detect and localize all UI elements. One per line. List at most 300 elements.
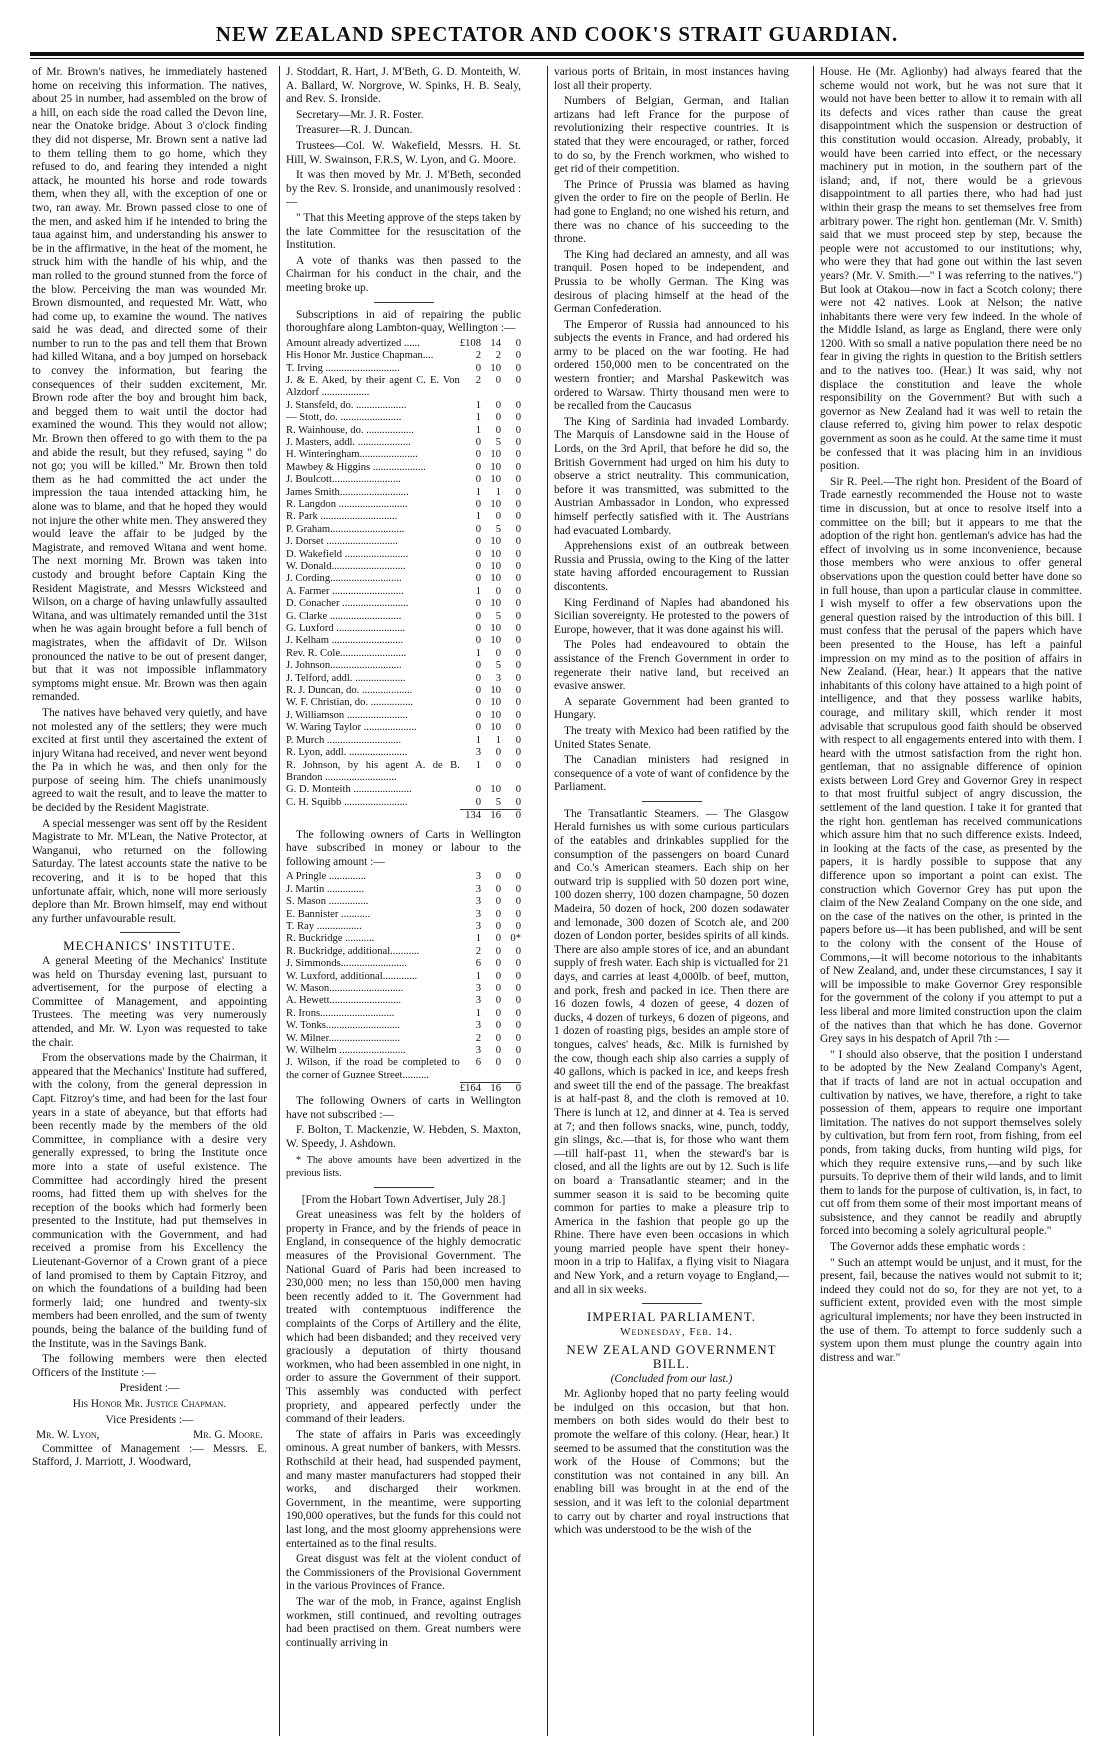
table-row [286, 735, 521, 747]
paragraph: The following Owners of carts in Wellington have not subscribed :— [286, 1095, 521, 1121]
table-cell-amount: 0 [495, 424, 501, 436]
paragraph: House. He (Mr. Aglionby) had always feared that the scheme would not work, but he was not sure that it would not have been better to allow it to remain with all its defects and vices rather than cause the great disappointment which the suspension or destruction of this constitution would occasion. Already, probably, it would have been carried into effect, or the necessary machinery put in motion, in the southern part of the island; and, if not, there would be a grievous disappointment to all parties there, who had had just within their grasp the means to set themselves free from arbitrary power. The right hon. gentleman (Mr. V. Smith) said that we must proceed step by step, because the people were not accustomed to our institutions; why, who were they that had gone out within the last seven years? (Mr. V. Smith.—" I was referring to the natives.") But look at Otakou—now in fact a Scotch colony; there were not 42 natives. Look at Nelson; the native inhabitants there were very few indeed. In the whole of the Middle Island, as large as England, there were only 1200. With so small a native population there need be no fear in giving the rights in question to the British settlers and to the natives too. (Hear.) It was said, why not displace the constitution and leave the whole responsibility on the Government? But with such a governor as New Zealand had it was well to retain the clause referred to, giving him power to relax despotic government as soon as he could. At the same time it must be confessed that it was placing him in an invidious position. [820, 66, 1082, 473]
table-cell-amount: 1 [475, 1007, 481, 1019]
section-heading: IMPERIAL PARLIAMENT. [586, 1309, 757, 1325]
table-cell-amount: 0 [515, 523, 521, 535]
table-cell-amount: 1 [475, 486, 481, 498]
table-cell-name: R. J. Duncan, do. ................... [286, 685, 413, 697]
paragraph: " Such an attempt would be unjust, and it must, for the present, fail, because the natives would not submit to it; indeed they could not do so, for they are not yet, to a sufficient extent, provided even with the most simple agricultural implements; nor have they been instructed in the use of them. To attempt to force suddenly such a system upon them must plunge the country again into distress and war." [820, 1256, 1082, 1364]
table-cell-amount: 0 [515, 945, 521, 957]
column-2 [286, 66, 521, 1736]
table-row [286, 1008, 521, 1020]
paragraph: The Canadian ministers had resigned in consequence of a vote of want of confidence by the Parliament. [554, 754, 789, 794]
paragraph: Subscriptions in aid of repairing the public thoroughfare along Lambton-quay, Wellington :— [286, 308, 521, 335]
table-cell-name: Rev. R. Cole......................... [286, 647, 407, 659]
table-cell-name: W. Wilhelm ......................... [286, 1045, 406, 1056]
table-cell-amount: 0* [510, 933, 521, 945]
table-row [286, 462, 521, 474]
table-cell-amount: 2 [495, 350, 501, 362]
table-cell-name: P. Graham............................ [286, 523, 405, 535]
paragraph: Great uneasiness was felt by the holders of property in France, and by the friends of peace in England, in consequence of the highly democratic measures of the Provisional Government. The National Guard of Paris had been increased to 230,000 men; no less than 150,000 men having been recently added to it. The Government had treated with contemptuous indifference the complaints of the Corps of Artillery and the élite, which had been disbanded; and they received very graciously a deputation of thirty thousand workmen, who had been assembled in one night, in order to assure the Government of their support. This assembly was conducted with perfect propriety, and appeared perfectly under the command of their leaders. [286, 1209, 521, 1426]
table-cell-amount: 0 [475, 436, 481, 448]
table-cell-amount: 1 [475, 585, 481, 597]
masthead-rule-thin [30, 58, 1084, 59]
table-cell-name: J. Kelham ........................... [286, 635, 404, 647]
masthead-rule-heavy [30, 52, 1084, 56]
table-cell-amount: 0 [515, 871, 521, 883]
paragraph: Mr. Aglionby hoped that no party feeling would be indulged on this occasion, but that hon. members on both sides would do their best to promote the welfare of this colony. (Hear, hear.) It seemed to be assumed that the constitution was the work of the House of Commons; but the constitution was not contained in any bill. An enabling bill was brought in at the end of the session, and it was left to the colonial department to carry out by charter and royal instructions that which was understood to be the wish of the [554, 1388, 789, 1537]
section-heading: NEW ZEALAND GOVERNMENT BILL. [566, 1342, 777, 1372]
vp-name: Mr. G. Moore. [193, 1429, 263, 1442]
table-cell-name: W. Milner........................... [286, 1032, 401, 1044]
divider [642, 801, 702, 802]
table-cell-name: T. Irving ............................ [286, 362, 400, 374]
table-row [286, 400, 521, 412]
table-row [286, 487, 521, 499]
table-cell-name: W. Donald............................ [286, 561, 406, 572]
table-cell-amount: 1 [475, 511, 481, 523]
table-cell-amount: 10 [490, 449, 501, 461]
table-cell-amount: 3 [495, 672, 501, 684]
table-cell-name: J. Boulcott.......................... [286, 474, 401, 486]
table-cell-name: — Stott, do. ....................... [286, 412, 402, 424]
paragraph: A general Meeting of the Mechanics' Institute was held on Thursday evening last, pursuant to advertisement, for the purpose of electing a Committee of Management, and appointing Trustees. The meeting was very numerously attended, and Mr. W. Lyon was requested to take the chair. [32, 955, 267, 1049]
table-cell-amount: 10 [490, 536, 501, 548]
table-cell-amount: 0 [495, 1007, 501, 1019]
table-cell-amount: 0 [515, 1007, 521, 1019]
table-cell-amount: 0 [475, 672, 481, 684]
table-row [286, 871, 521, 883]
column-4 [820, 66, 1082, 1736]
paragraph: The Prince of Prussia was blamed as having given the order to fire on the people of Berlin. He had gone to England; no one wished his return, and there was no chance of his succeeding to the throne. [554, 178, 789, 246]
table-row [286, 449, 521, 461]
divider [120, 932, 180, 933]
table-cell-amount: 3 [475, 896, 481, 908]
table-cell-amount: 0 [515, 896, 521, 908]
carts-table [286, 871, 521, 1095]
table-cell-name: E. Bannister ........... [286, 908, 371, 920]
table-cell-amount: 3 [475, 747, 481, 759]
table-cell-amount: 6 [475, 1057, 481, 1069]
vp-row [32, 1429, 267, 1443]
table-row [286, 648, 521, 660]
paragraph: It was then moved by Mr. J. M'Beth, seconded by the Rev. S. Ironside, and unanimously resolved :— [286, 169, 521, 209]
paragraph: A special messenger was sent off by the Resident Magistrate to Mr. M'Lean, the Native Protector, at Wanganui, who returned on the following Saturday. The latest accounts state the native to be recovering, and it is to be hoped that this unfortunate affair, which, none will more seriously deplore than Mr. Brown himself, may end without any further unfavourable result. [32, 817, 267, 925]
table-cell-amount: 0 [515, 1057, 521, 1069]
table-row [286, 909, 521, 921]
table-cell-amount: 2 [475, 374, 481, 386]
table-cell-amount: 0 [475, 635, 481, 647]
table-cell-amount: 3 [475, 871, 481, 883]
table-cell-amount: 0 [515, 610, 521, 622]
paragraph: The state of affairs in Paris was exceedingly ominous. A great number of bankers, with Messrs. Rothschild at their head, had suspended payment, and many master manufacturers had stopped their works, and discharged their workmen. Government, in the meantime, were supporting 190,000 operatives, but the funds for this could not last long, and the most gloomy apprehensions were entertained as to the final results. [286, 1428, 521, 1550]
paragraph: A separate Government had been granted to Hungary. [554, 695, 789, 722]
table-row [286, 660, 521, 672]
table-cell-amount: 0 [495, 511, 501, 523]
table-cell-amount: 0 [475, 709, 481, 721]
table-cell-amount: 10 [490, 635, 501, 647]
table-row [286, 946, 521, 958]
table-cell-amount: 0 [475, 498, 481, 510]
table-cell-amount: 1 [475, 734, 481, 746]
table-cell-amount: 0 [495, 896, 501, 908]
table-cell-amount: 3 [475, 1045, 481, 1056]
table-cell-amount: 0 [495, 970, 501, 982]
column-divider [813, 66, 814, 1736]
table-row [286, 412, 521, 424]
table-cell-amount: 3 [475, 920, 481, 932]
table-row [286, 573, 521, 585]
table-cell-amount: 0 [515, 709, 521, 721]
table-cell-name: R. Buckridge ........... [286, 933, 375, 945]
divider [374, 302, 434, 303]
table-cell-amount: 0 [515, 486, 521, 498]
paragraph: King Ferdinand of Naples had abandoned his Sicilian sovereignty. He protested to the powers of Europe, however, that it was done against his will. [554, 596, 789, 636]
table-cell-amount: 0 [515, 672, 521, 684]
table-cell-amount: 0 [495, 585, 501, 597]
table-cell-amount: 10 [490, 722, 501, 734]
table-cell-amount: 5 [495, 796, 501, 808]
paragraph: Apprehensions exist of an outbreak between Russia and Prussia, owing to the King of the latter state having afforded encouragement to Russian discontents. [554, 540, 789, 593]
table-cell-amount: 0 [515, 920, 521, 932]
table-cell-amount: 0 [515, 412, 521, 424]
table-cell-amount: 0 [515, 734, 521, 746]
table-row [286, 363, 521, 375]
table-cell-amount: 10 [490, 474, 501, 486]
table-row [286, 1057, 521, 1082]
table-row [286, 350, 521, 362]
table-cell-amount: 2 [475, 1032, 481, 1044]
table-row [286, 635, 521, 647]
table-cell-amount: 0 [515, 982, 521, 994]
table-cell-name: J. Wilson, if the road be completed to the corner of Guznee Street.......... [286, 1057, 460, 1081]
table-cell-amount: 10 [490, 561, 501, 572]
table-row [286, 611, 521, 623]
table-cell-amount: 0 [515, 598, 521, 610]
table-cell-name: G. Clarke ........................... [286, 610, 402, 622]
paragraph: The Emperor of Russia had announced to his subjects the events in France, and had ordered his army to be placed on the war footing. He had ordered 150,000 men to be concentrated on the western frontier; and Marshal Paskewitch was ordered to Warsaw. Thirty thousand men were to be recalled from the Caucasus [554, 318, 789, 413]
table-cell-amount: 0 [475, 660, 481, 672]
table-cell-amount: 0 [515, 685, 521, 697]
table-cell-total: £164 [459, 1082, 481, 1094]
column-3 [554, 66, 789, 1736]
table-cell-amount: 0 [475, 474, 481, 486]
table-cell-amount: 3 [475, 982, 481, 994]
subheading: (Concluded from our last.) [610, 1372, 733, 1385]
table-cell-name: T. Ray ................. [286, 920, 362, 932]
table-cell-amount: 0 [475, 685, 481, 697]
table-row [286, 784, 521, 796]
table-total-row [286, 810, 521, 823]
table-cell-amount: 0 [515, 647, 521, 659]
table-cell-amount: 0 [495, 412, 501, 424]
table-cell-amount: 0 [475, 523, 481, 535]
table-cell-amount: 10 [490, 461, 501, 473]
table-cell-name: J. Telford, addl. ................... [286, 672, 406, 684]
table-row [286, 499, 521, 511]
table-cell-amount: 0 [515, 759, 521, 771]
table-row [286, 971, 521, 983]
table-cell-amount: 1 [475, 647, 481, 659]
table-cell-amount: 2 [475, 350, 481, 362]
table-cell-amount: 0 [475, 461, 481, 473]
table-cell-name: His Honor Mr. Justice Chapman.... [286, 350, 434, 362]
table-cell-amount: 10 [490, 573, 501, 585]
table-row [286, 1045, 521, 1057]
table-cell-amount: 10 [490, 598, 501, 610]
divider [642, 1303, 702, 1304]
table-cell-name: James Smith.......................... [286, 486, 409, 498]
table-row [286, 958, 521, 970]
table-cell-amount: 10 [490, 548, 501, 560]
table-cell-amount: 0 [495, 908, 501, 920]
table-cell-amount: 6 [475, 958, 481, 970]
table-cell-amount: 0 [515, 350, 521, 362]
table-cell-name: W. Mason............................ [286, 982, 404, 994]
table-cell-total: 134 [460, 810, 481, 823]
table-cell-total [286, 1082, 460, 1095]
table-cell-amount: 0 [475, 722, 481, 734]
table-cell-amount: 0 [475, 796, 481, 808]
table-cell-total: 0 [501, 810, 521, 823]
table-cell-amount: 0 [495, 883, 501, 895]
table-row [286, 884, 521, 896]
table-cell-amount: 0 [495, 945, 501, 957]
table-cell-amount: 0 [515, 498, 521, 510]
table-cell-amount: 3 [475, 883, 481, 895]
table-cell-amount: 0 [515, 784, 521, 796]
table-cell-name: A Pringle .............. [286, 871, 367, 883]
table-cell-name: G. Luxford .......................... [286, 623, 406, 635]
table-row [286, 697, 521, 709]
table-cell-amount: 1 [475, 970, 481, 982]
table-cell-amount: 0 [495, 1020, 501, 1032]
table-cell-amount: 0 [515, 561, 521, 572]
table-cell-amount: 0 [515, 660, 521, 672]
table-cell-amount: 10 [490, 685, 501, 697]
table-cell-name: P. Murch ............................ [286, 734, 402, 746]
table-cell-name: J. Martin .............. [286, 883, 364, 895]
table-cell-name: R. Buckridge, additional........... [286, 945, 420, 957]
table-row [286, 561, 521, 573]
table-cell-amount: 0 [515, 585, 521, 597]
table-cell-amount: 0 [495, 958, 501, 970]
paragraph: J. Stoddart, R. Hart, J. M'Beth, G. D. Monteith, W. A. Ballard, W. Norgrove, W. Spinks, H. B. Sealy, and Rev. S. Ironside. [286, 66, 521, 106]
table-cell-name: D. Wakefield ........................ [286, 548, 409, 560]
table-cell-amount: 0 [515, 958, 521, 970]
table-cell-amount: 0 [515, 635, 521, 647]
paragraph: The war of the mob, in France, against English workmen, still continued, and revolting outrages had been practised on them. Great numbers were continually arriving in [286, 1595, 521, 1649]
table-cell-amount: 0 [515, 548, 521, 560]
table-row [286, 896, 521, 908]
paragraph: of Mr. Brown's natives, he immediately hastened home on receiving this information. The natives, about 25 in number, had assembled on the brow of a hill, on each side the road called the Devon line, near the Onatoke bridge. About 3 o'clock finding they did not disperse, Mr. Brown sent a native lad to them telling them to go home, which they refused to do, and fearing they intended a night attack, he mounted his horse and rode towards them, when they all, with the exception of one or two, ran away. Mr. Brown passed close to one of the men, and asked him if he intended to bring the taua against him, and understanding his answer to be in the affirmative, in the heat of the moment, he struck him with the handle of his whip, and the man rolled to the ground stunned from the force of the blow. Perceiving the man was wounded Mr. Brown dismounted, and requested Mr. Watt, who had come up, to examine the wound. The natives said he was dead, and directed some of their number to run to the pas and tell them that Brown had killed Witana, and a boy jumped on horseback to convey the information, but fearing the consequences of their sudden excitement, Mr. Brown rode after the boy and brought him back, and begged them to wait until the doctor had examined the wound. This they would not allow; Mr. Brown then offered to go with them to the pa and abide the result, but they refused, saying " do not go; you will be killed." Mr. Brown then told them as he had committed the act under the impression the taua intended attacking him, he alone was to blame, and that he hoped they would not injure the other white men. They answered they would leave the affair to be judged by the Magistrate, and removed Witana and went home. The next morning Mr. Brown was taken into custody and brought before Captain King the Resident Magistrate, and Messrs Wicksteed and Wilson, on a charge of having unlawfully assaulted Witana, and was ultimately remanded until the 31st when he was again brought before a full bench of magistrates, when the affidavit of Dr. Wilson pronounced the native to be out of present danger, but that it was not impossible inflammatory symptoms might ensue. Mr. Brown was then again remanded. [32, 66, 267, 704]
table-cell-amount: 0 [495, 374, 501, 386]
paragraph: Great disgust was felt at the violent conduct of the Commissioners of the Provisional Government in the various Provinces of France. [286, 1553, 521, 1593]
table-cell-name: W. Luxford, additional............. [286, 970, 418, 982]
paragraph: From the observations made by the Chairman, it appeared that the Mechanics' Institute had suffered, with the colony, from the general depression in Capt. Fitzroy's time, and had been for the last four years in a state of abeyance, but that efforts had been recently made by the members of the old Committee, in compliance with a desire very generally expressed, to bring the Institute once more into a state of useful existence. The Committee had accordingly hired the present rooms, had fitted them up with shelves for the reception of the books which had formerly been presented to the Institute, had put themselves in communication with the Government, and had received a promise from his Excellency the Lieutenant-Governor of a Crown grant of a piece of land promised to them by Captain Fitzroy, and on which the foundations of a building had been formerly laid; one hundred and twenty-six members had been enrolled, and the sum of twenty pounds, being the balance of the building fund of the Institute, was in the Savings Bank. [32, 1052, 267, 1350]
table-cell-amount: 0 [495, 1045, 501, 1056]
table-total-row [286, 1082, 521, 1095]
table-cell-name: R. Wainhouse, do. .................. [286, 424, 414, 436]
paragraph: The Governor adds these emphatic words : [830, 1241, 1026, 1254]
table-cell-amount: 0 [475, 784, 481, 796]
paragraph: The treaty with Mexico had been ratified by the United States Senate. [554, 724, 789, 751]
table-cell-name: H. Winteringham...................... [286, 449, 418, 461]
paragraph: Sir R. Peel.—The right hon. President of the Board of Trade earnestly recommended the House not to waste time in discussion, but at once to resolve itself into a committee on the bill; but it appears to me that the adoption of the right hon. gentleman's advice has had the effect of involving us in some inconvenience, because those members who were anxious to offer general observations upon the question could better have done so in full house, than upon a particular clause in committee. I wish myself to offer a few observations upon the general question raised by the introduction of this bill. I must confess that the perusal of the papers which have been presented to the House, has left a painful impression on my mind as to the position of affairs in New Zealand. (Hear, hear.) It appears that the native inhabitants of this colony have attained to a high point of intelligence, and that they possess warlike habits, courage, and military skill, which render it most advisable that scrupulous good faith should be observed with respect to all engagements entered into with them. I heard with the utmost satisfaction from the right hon. gentleman, that no assignable difference of opinion exists between Lord Grey and Governor Grey in respect to that most fruitful subject of angry discussion, the settlement of the land question. I take it for granted that the right hon. gentleman has received communications which assure him that no such difference exists. Indeed, in looking at the facts of the case, as presented by the papers, it is hardly possible to suppose that any difference upon so important a point can exist. The construction which Governor Grey has put upon the claim of the New Zealand Company on the one side, and on the case of the natives on the other, is printed in the papers before us—it has been published, and will be sent to the colony with the consent of the House of Commons,—it will become notorious to the inhabitants of New Zealand, and, under these circumstances, I say it will be impossible to make Governor Grey responsible for the government of the colony if you attempt to put a less liberal and more limited construction upon the claim of the natives than that which he has done. Governor Grey says in his despatch of April 7th :— [820, 475, 1082, 1046]
table-cell-amount: 2 [475, 945, 481, 957]
table-cell-amount: 10 [490, 498, 501, 510]
table-row [286, 474, 521, 486]
table-cell-amount: 0 [515, 1045, 521, 1056]
paragraph: The King of Sardinia had invaded Lombardy. The Marquis of Lansdowne said in the House of Lords, on the 3rd April, that before he did so, the British Government had urged on him his duty to observe a strict neutrality. This communication, before it was transmitted, was submitted to the Austrian Ambassador in London, who expressed himself perfectly satisfied with it. The Austrians had evacuated Lombardy. [554, 415, 789, 537]
president-name: His Honor Mr. Justice Chapman. [72, 1398, 227, 1410]
table-cell-amount: 0 [515, 337, 521, 349]
table-cell-name: G. D. Monteith ...................... [286, 784, 412, 796]
table-cell-amount: 0 [515, 436, 521, 448]
table-cell-amount: 0 [515, 722, 521, 734]
paragraph: Trustees—Col. W. Wakefield, Messrs. H. St. Hill, W. Swainson, F.R.S, W. Lyon, and G. Moore. [286, 139, 521, 166]
paragraph: The natives have behaved very quietly, and have not molested any of the settlers; they were much excited at first until they ascertained the extent of injury Witana had received, and never went beyond the Pa in which he was, and then only for the purpose of seeing him. The chiefs unanimously agreed to wait the result, and to leave the matter to be decided by the Resident Magistrate. [32, 706, 267, 815]
table-cell-amount: 0 [475, 548, 481, 560]
table-cell-amount: 14 [490, 337, 501, 349]
table-cell-name: R. Park ............................. [286, 511, 398, 523]
president-label: President :— [119, 1382, 180, 1395]
table-cell-amount: 0 [495, 1057, 501, 1069]
table-cell-amount: 1 [475, 399, 481, 411]
paragraph: Committee of Management :— Messrs. E. Stafford, J. Marriott, J. Woodward, [32, 1442, 267, 1469]
table-cell-amount: 0 [515, 747, 521, 759]
table-cell-name: J. Dorset ........................... [286, 536, 398, 548]
paragraph: " That this Meeting approve of the steps taken by the late Committee for the resuscitation of the Institution. [286, 211, 521, 252]
table-cell-name: W. Waring Taylor .................... [286, 722, 417, 734]
section-heading: MECHANICS' INSTITUTE. [63, 938, 236, 954]
paragraph: The Transatlantic Steamers. — The Glasgow Herald furnishes us with some curious particulars of the eatables and drinkables supplied for the consumption of the passengers on board Cunard and Co.'s American steamers. Each ship on her outward trip is supplied with 50 dozen port wine, 100 dozen sherry, 100 dozen champagne, 50 dozen Madeira, 50 dozen of hock, 200 dozen sodawater and lemonade, 300 dozen of Scotch ale, and 200 dozen of London porter, besides spirits of all kinds. There are also ample stores of ice, and an abundant supply of fresh water. Each ship is victualled for 21 days, and carries at least 4,000lb. of beef, mutton, and pork, fresh and packed in ice. Then there are 16 dozen fowls, 4 dozen of geese, 4 dozen of ducks, 4 dozen of turkeys, 6 dozen of pigeons, and 1 dozen of roasting pigs, besides an ample store of tongues, calves' heads, &c. Milk is furnished by the cow, though each ship also carries a supply of 40 gallons, which is packed in ice, and keeps fresh and sweet till the end of the passage. The breakfast is at half-past 8, and the cloth is removed at 10. There is lunch at 12, and dinner at 4. Tea is served at 7; and then follows snacks, wine, punch, toddy, gin slings, &c.—that is, for those who want them—till half-past 11, when the steward's bar is closed, and all the lights are out by 12. Such is life on board a Transatlantic steamer; and in the summer season it is said to be becoming quite common for parties to make a pleasure trip to America in the fashion that people go up the Rhine. There have even been occasions in which young married people have spent their honey-moon in a trip to Halifax, a flying visit to Niagara and New York, and a return voyage to England,—and all in six weeks. [554, 807, 789, 1296]
table-cell-amount: 0 [495, 1032, 501, 1044]
table-cell-amount: 0 [515, 362, 521, 374]
paragraph: A vote of thanks was then passed to the Chairman for his conduct in the chair, and the meeting broke up. [286, 254, 521, 294]
paragraph: Treasurer—R. J. Duncan. [296, 124, 413, 137]
table-cell-name: J. Masters, addl. .................... [286, 436, 411, 448]
paragraph: Secretary—Mr. J. R. Foster. [296, 108, 424, 121]
paragraph: The King had declared an amnesty, and all was tranquil. Posen hoped to be independent, and Prussia to be wholly German. The King was desirous of placing himself at the head of the German Confederation. [554, 248, 789, 316]
table-cell-amount: 0 [515, 573, 521, 585]
table-cell-amount: 0 [475, 598, 481, 610]
table-row [286, 536, 521, 548]
paragraph: " I should also observe, that the position I understand to be adopted by the New Zealand Company's Agent, that if tracts of land are not in actual occupation and cultivation by natives, we have, therefore, a right to take possession of them, appears to require one important limitation. The natives do not support themselves solely by cultivation, but from fern root, from fishing, from eel ponds, from taking ducks, from hunting wild pigs, for which they require extensive runs,—and by such like pursuits. To deprive them of their wild lands, and to limit them to lands for the purpose of cultivation, is, in fact, to cut off from them some of their most important means of subsistence, and they cannot be readily and abruptly forced into becoming a solely agricultural people." [820, 1048, 1082, 1238]
table-cell-name: R. Langdon .......................... [286, 498, 408, 510]
table-cell-amount: 3 [475, 908, 481, 920]
table-cell-amount: 0 [515, 536, 521, 548]
table-cell-name: J. Williamson ....................... [286, 709, 408, 721]
table-cell-amount: 0 [495, 995, 501, 1007]
table-cell-total: 16 [481, 1082, 501, 1095]
table-cell-amount: 1 [475, 933, 481, 945]
table-cell-amount: 0 [475, 536, 481, 548]
table-cell-amount: 5 [495, 610, 501, 622]
table-cell-amount: 10 [490, 623, 501, 635]
table-cell-amount: 0 [495, 982, 501, 994]
table-cell-name: A. Farmer ........................... [286, 585, 404, 597]
table-row [286, 722, 521, 734]
table-cell-amount: 0 [475, 362, 481, 374]
table-row [286, 1033, 521, 1045]
table-cell-total: 16 [481, 810, 501, 823]
table-cell-amount: 0 [515, 623, 521, 635]
table-cell-amount: 1 [475, 424, 481, 436]
table-cell-amount: 0 [515, 474, 521, 486]
table-cell-amount: 0 [495, 933, 501, 945]
table-cell-amount: 0 [515, 399, 521, 411]
source-line: [From the Hobart Town Advertiser, July 28.] [301, 1193, 506, 1206]
table-cell-name: W. Tonks............................ [286, 1020, 401, 1032]
table-cell-amount: 0 [515, 374, 521, 386]
table-row [286, 425, 521, 437]
vp-label: Vice Presidents :— [105, 1413, 194, 1426]
column-divider [547, 66, 548, 1736]
table-cell-amount: 5 [495, 660, 501, 672]
table-cell-amount: 0 [495, 920, 501, 932]
table-cell-amount: 0 [515, 883, 521, 895]
table-cell-name: R. Lyon, addl. ...................... [286, 747, 408, 759]
table-row [286, 760, 521, 785]
table-row [286, 747, 521, 759]
table-cell-amount: 0 [475, 561, 481, 572]
table-row [286, 524, 521, 536]
table-row [286, 1020, 521, 1032]
table-cell-amount: 1 [495, 734, 501, 746]
table-cell-name: D. Conacher ......................... [286, 598, 409, 610]
column-1 [32, 66, 267, 1736]
table-cell-amount: 0 [515, 697, 521, 709]
table-row [286, 511, 521, 523]
table-row [286, 673, 521, 685]
subscriptions-table [286, 338, 521, 823]
column-divider [279, 66, 280, 1736]
table-cell-name: J. Cording........................... [286, 573, 402, 585]
divider [374, 1187, 434, 1188]
table-cell-amount: £108 [459, 337, 481, 349]
table-cell-amount: 0 [515, 449, 521, 461]
table-cell-name: W. F. Christian, do. ................ [286, 697, 414, 709]
table-cell-name: J. & E. Aked, by their agent C. E. Von Alzdorf .................. [286, 374, 460, 399]
table-row [286, 685, 521, 697]
table-cell-amount: 1 [475, 412, 481, 424]
table-cell-amount: 0 [475, 449, 481, 461]
table-cell-name: A. Hewett........................... [286, 995, 402, 1007]
table-cell-amount: 5 [495, 523, 501, 535]
table-cell-amount: 0 [495, 647, 501, 659]
table-row [286, 995, 521, 1007]
table-cell-amount: 10 [490, 709, 501, 721]
table-cell-amount: 0 [475, 623, 481, 635]
table-cell-amount: 1 [495, 486, 501, 498]
table-row [286, 586, 521, 598]
table-row [286, 437, 521, 449]
table-cell-amount: 0 [515, 796, 521, 808]
footnote: * The above amounts have been advertized in the previous lists. [286, 1154, 521, 1180]
table-row [286, 710, 521, 722]
table-cell-name: R. Irons............................ [286, 1007, 395, 1019]
paragraph: Numbers of Belgian, German, and Italian artizans had left France for the purpose of revolutionizing their respective countries. It is stated that they were encouraged, or rather, forced to do so, by the French workmen, who wished to get rid of their competition. [554, 95, 789, 176]
table-row [286, 549, 521, 561]
table-row [286, 375, 521, 400]
table-cell-amount: 0 [515, 424, 521, 436]
table-row [286, 797, 521, 810]
table-cell-name: S. Mason ............... [286, 896, 369, 908]
table-cell-total [286, 810, 460, 823]
table-cell-amount: 0 [515, 970, 521, 982]
paragraph: various ports of Britain, in most instances having lost all their property. [554, 66, 789, 92]
